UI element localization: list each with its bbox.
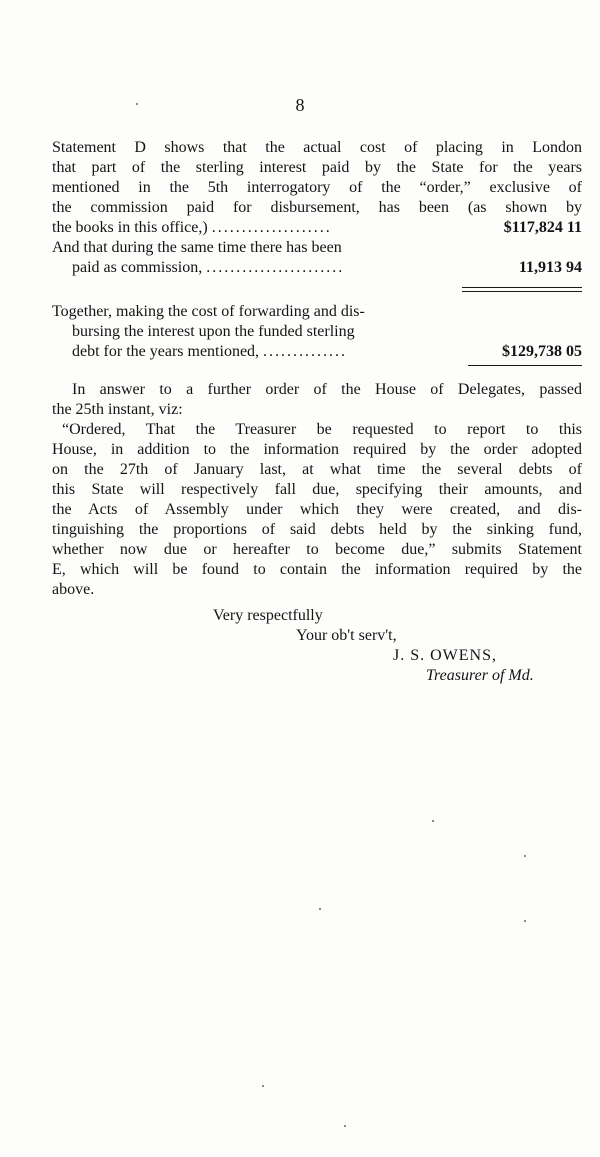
paragraph3-line-1: In answer to a further order of the House of Delegates, passed (72, 381, 582, 398)
scan-speck (344, 1125, 346, 1127)
scan-speck (432, 820, 434, 822)
paragraph3-line-2: the 25th instant, viz: (52, 401, 183, 418)
paragraph1-line-3: mentioned in the 5th interrogatory of the “order,” exclusive of (52, 179, 582, 196)
closing-servant: Your ob't serv't, (296, 627, 397, 644)
cost-row-leader: .................... (211, 219, 332, 236)
sum-rule-bottom (462, 291, 582, 292)
scan-speck (524, 855, 526, 857)
paragraph3-line-7: the Acts of Assembly under which they were created, and dis- (52, 501, 582, 518)
commission-row (72, 258, 582, 278)
total-row-label: debt for the years mentioned, (72, 343, 260, 360)
total-row-leader: .............. (263, 343, 348, 360)
scan-speck (524, 920, 526, 922)
signatory-name: J. S. OWENS, (393, 647, 498, 664)
paragraph3-line-8: tinguishing the proportions of said debts held by the sinking fund, (52, 521, 582, 538)
scan-speck (136, 103, 138, 105)
paragraph1-line-1: Statement D shows that the actual cost of placing in London (52, 139, 582, 156)
scan-speck (319, 908, 321, 910)
cost-row-label: the books in this office,) (52, 219, 208, 236)
total-rule (468, 365, 582, 366)
total-amount: $129,738 05 (502, 343, 582, 360)
commission-amount: 11,913 94 (518, 259, 582, 276)
paragraph3-line-4: House, in addition to the information required by the order adopted (52, 441, 582, 458)
cost-amount: $117,824 11 (503, 219, 582, 236)
sum-rule-top (462, 287, 582, 288)
paragraph3-line-6: this State will respectively fall due, specifying their amounts, and (52, 481, 582, 498)
paragraph3-line-9: whether now due or hereafter to become due,” submits Statement (52, 541, 582, 558)
cost-row (52, 218, 582, 238)
paragraph3-line-11: above. (52, 581, 95, 598)
paragraph3-line-3: “Ordered, That the Treasurer be requested to report to this (62, 421, 582, 438)
paragraph2-line-1: Together, making the cost of forwarding and dis- (52, 303, 365, 320)
paragraph2-line-2: bursing the interest upon the funded sterling (72, 323, 355, 340)
closing-salutation: Very respectfully (213, 607, 323, 624)
paragraph3-line-10: E, which will be found to contain the information required by the (52, 561, 582, 578)
paragraph1-line-2: that part of the sterling interest paid by the State for the years (52, 159, 582, 176)
scan-speck (262, 1085, 264, 1087)
total-row (72, 342, 582, 362)
paragraph3-line-5: on the 27th of January last, at what time the several debts of (52, 461, 582, 478)
commission-row-leader: ....................... (206, 259, 345, 276)
signatory-title: Treasurer of Md. (426, 667, 534, 684)
paragraph1-line-and: And that during the same time there has been (52, 239, 342, 256)
commission-row-label: paid as commission, (72, 259, 203, 276)
paragraph1-line-4: the commission paid for disbursement, has been (as shown by (52, 199, 582, 216)
page-number: 8 (295, 95, 305, 115)
